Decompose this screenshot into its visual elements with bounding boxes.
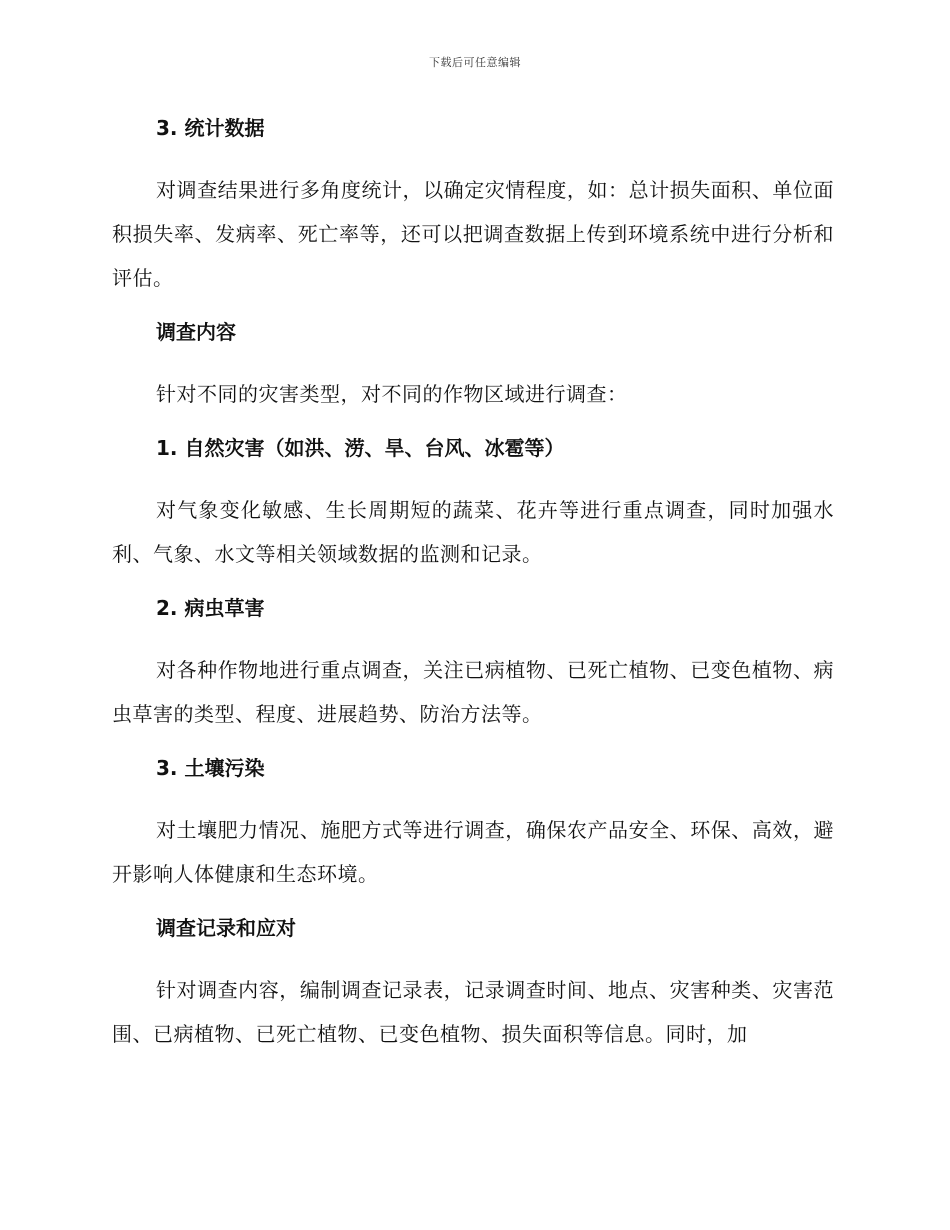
section-heading-pests: 2. 病虫草害: [156, 596, 265, 620]
paragraph-pests: 对各种作物地进行重点调查，关注已病植物、已死亡植物、已变色植物、病虫草害的类型、程度、进展趋势、防治方法等。: [112, 658, 834, 726]
section-heading-soil-pollution: 3. 土壤污染: [156, 756, 265, 780]
section-heading-natural-disaster: 1. 自然灾害（如洪、涝、旱、台风、冰雹等）: [156, 436, 565, 460]
paragraph-statistics: 对调查结果进行多角度统计，以确定灾情程度，如：总计损失面积、单位面积损失率、发病率、死亡率等，还可以把调查数据上传到环境系统中进行分析和评估。: [112, 178, 834, 290]
section-heading-survey-content: 调查内容: [156, 320, 236, 344]
document-body: [112, 110, 834, 1070]
paragraph-records: 针对调查内容，编制调查记录表，记录调查时间、地点、灾害种类、灾害范围、已病植物、已死亡植物、已变色植物、损失面积等信息。同时，加: [112, 978, 834, 1046]
page-header: 下载后可任意编辑: [429, 56, 521, 69]
paragraph-natural-disaster: 对气象变化敏感、生长周期短的蔬菜、花卉等进行重点调查，同时加强水利、气象、水文等相关领域数据的监测和记录。: [112, 498, 834, 566]
section-heading-records: 调查记录和应对: [156, 916, 296, 940]
paragraph-soil-pollution: 对土壤肥力情况、施肥方式等进行调查，确保农产品安全、环保、高效，避开影响人体健康和生态环境。: [112, 818, 834, 886]
section-heading-statistics: 3. 统计数据: [156, 116, 265, 140]
paragraph-survey-intro: 针对不同的灾害类型，对不同的作物区域进行调查：: [156, 382, 628, 406]
